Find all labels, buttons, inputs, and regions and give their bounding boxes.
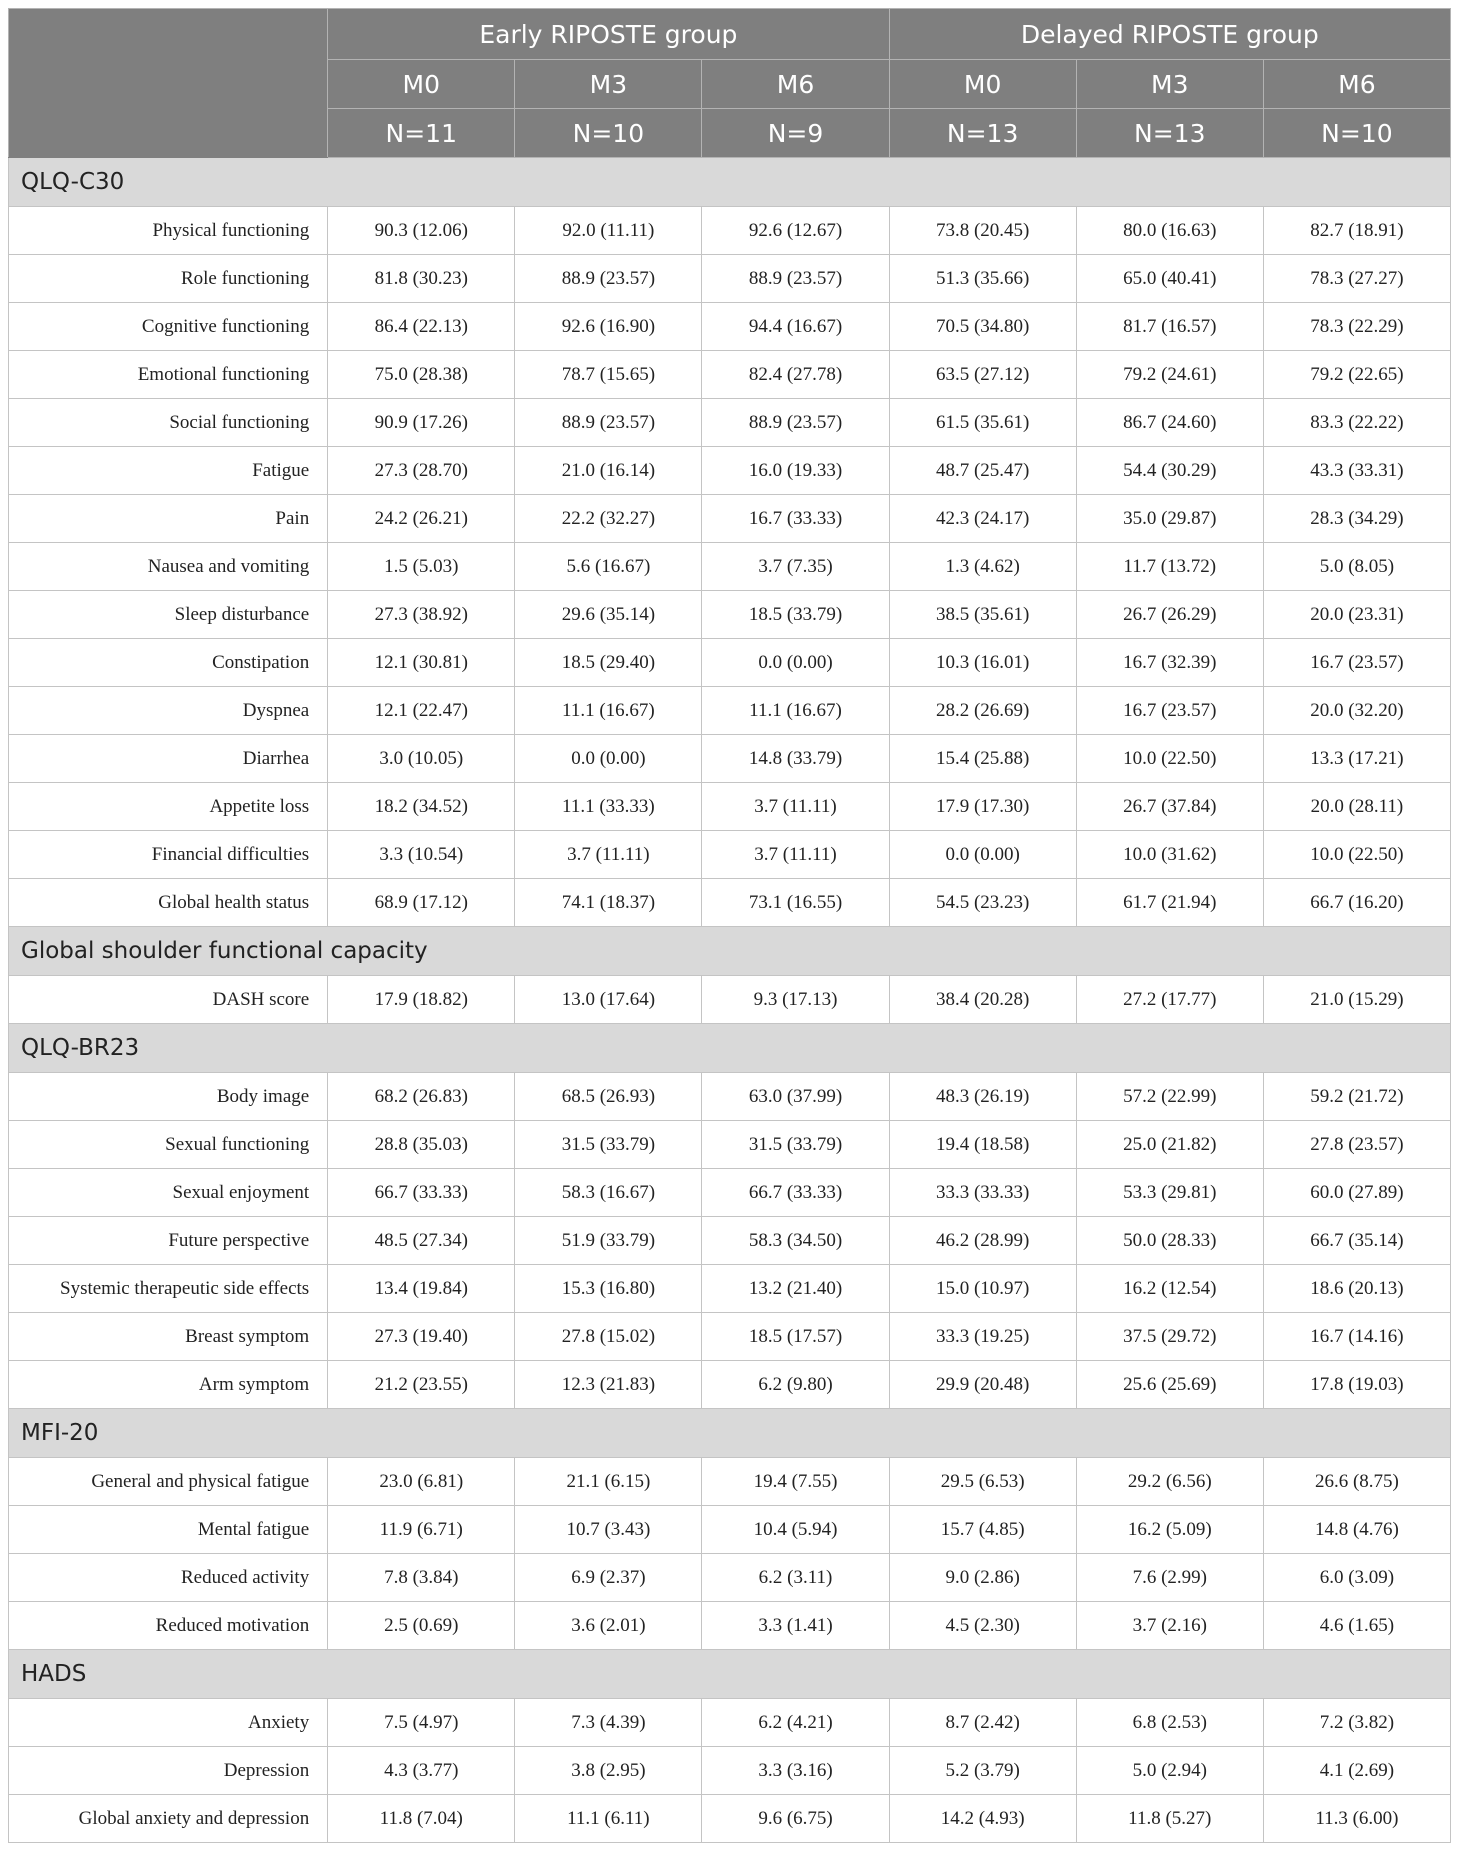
table-header	[9, 9, 1451, 158]
table-row	[9, 351, 1451, 399]
table-body	[9, 158, 1451, 1843]
sample-size-header: N=13	[889, 109, 1076, 158]
table-row	[9, 687, 1451, 735]
table-cell: 57.2 (22.99)	[1076, 1073, 1263, 1121]
table-cell: 7.2 (3.82)	[1263, 1699, 1450, 1747]
table-cell: 60.0 (27.89)	[1263, 1169, 1450, 1217]
table-cell: 31.5 (33.79)	[702, 1121, 889, 1169]
table-cell: 18.5 (29.40)	[515, 639, 702, 687]
table-cell: 21.0 (16.14)	[515, 447, 702, 495]
table-cell: 25.0 (21.82)	[1076, 1121, 1263, 1169]
table-cell: 6.8 (2.53)	[1076, 1699, 1263, 1747]
table-cell: 68.2 (26.83)	[328, 1073, 515, 1121]
table-row	[9, 1458, 1451, 1506]
table-cell: 27.3 (19.40)	[328, 1313, 515, 1361]
timepoint-header: M0	[328, 60, 515, 109]
row-label: Systemic therapeutic side effects	[9, 1265, 328, 1313]
table-cell: 94.4 (16.67)	[702, 303, 889, 351]
table-row	[9, 447, 1451, 495]
table-cell: 21.0 (15.29)	[1263, 976, 1450, 1024]
row-label: Emotional functioning	[9, 351, 328, 399]
row-label: DASH score	[9, 976, 328, 1024]
table-cell: 54.4 (30.29)	[1076, 447, 1263, 495]
table-cell: 27.3 (38.92)	[328, 591, 515, 639]
table-row	[9, 783, 1451, 831]
table-cell: 13.2 (21.40)	[702, 1265, 889, 1313]
table-cell: 16.0 (19.33)	[702, 447, 889, 495]
table-cell: 66.7 (33.33)	[702, 1169, 889, 1217]
table-cell: 63.5 (27.12)	[889, 351, 1076, 399]
table-cell: 24.2 (26.21)	[328, 495, 515, 543]
table-cell: 26.7 (37.84)	[1076, 783, 1263, 831]
table-cell: 11.8 (5.27)	[1076, 1795, 1263, 1843]
section-title: HADS	[9, 1650, 1451, 1699]
table-cell: 9.6 (6.75)	[702, 1795, 889, 1843]
table-cell: 7.8 (3.84)	[328, 1554, 515, 1602]
table-cell: 43.3 (33.31)	[1263, 447, 1450, 495]
table-cell: 0.0 (0.00)	[515, 735, 702, 783]
table-cell: 88.9 (23.57)	[702, 399, 889, 447]
table-cell: 33.3 (33.33)	[889, 1169, 1076, 1217]
table-cell: 28.2 (26.69)	[889, 687, 1076, 735]
table-cell: 27.2 (17.77)	[1076, 976, 1263, 1024]
table-cell: 10.0 (31.62)	[1076, 831, 1263, 879]
table-cell: 9.3 (17.13)	[702, 976, 889, 1024]
table-cell: 3.0 (10.05)	[328, 735, 515, 783]
table-cell: 19.4 (18.58)	[889, 1121, 1076, 1169]
table-cell: 90.3 (12.06)	[328, 207, 515, 255]
table-cell: 79.2 (22.65)	[1263, 351, 1450, 399]
table-cell: 0.0 (0.00)	[702, 639, 889, 687]
table-cell: 10.4 (5.94)	[702, 1506, 889, 1554]
row-label: Appetite loss	[9, 783, 328, 831]
table-row	[9, 255, 1451, 303]
table-cell: 70.5 (34.80)	[889, 303, 1076, 351]
timepoint-header: M3	[1076, 60, 1263, 109]
table-cell: 58.3 (34.50)	[702, 1217, 889, 1265]
table-cell: 12.3 (21.83)	[515, 1361, 702, 1409]
table-cell: 13.3 (17.21)	[1263, 735, 1450, 783]
table-cell: 27.3 (28.70)	[328, 447, 515, 495]
table-cell: 86.4 (22.13)	[328, 303, 515, 351]
timepoint-header: M0	[889, 60, 1076, 109]
table-cell: 48.5 (27.34)	[328, 1217, 515, 1265]
table-cell: 88.9 (23.57)	[515, 255, 702, 303]
table-cell: 3.3 (10.54)	[328, 831, 515, 879]
table-row	[9, 1795, 1451, 1843]
table-row	[9, 1169, 1451, 1217]
sample-size-header: N=13	[1076, 109, 1263, 158]
table-cell: 10.7 (3.43)	[515, 1506, 702, 1554]
row-label: Fatigue	[9, 447, 328, 495]
row-label: Social functioning	[9, 399, 328, 447]
table-cell: 79.2 (24.61)	[1076, 351, 1263, 399]
table-cell: 3.7 (2.16)	[1076, 1602, 1263, 1650]
table-row	[9, 1313, 1451, 1361]
table-cell: 0.0 (0.00)	[889, 831, 1076, 879]
row-label: Anxiety	[9, 1699, 328, 1747]
table-cell: 66.7 (33.33)	[328, 1169, 515, 1217]
table-cell: 63.0 (37.99)	[702, 1073, 889, 1121]
section-title: MFI-20	[9, 1409, 1451, 1458]
table-cell: 3.3 (3.16)	[702, 1747, 889, 1795]
table-row	[9, 399, 1451, 447]
table-row	[9, 1747, 1451, 1795]
table-cell: 51.9 (33.79)	[515, 1217, 702, 1265]
row-label: Diarrhea	[9, 735, 328, 783]
table-cell: 18.5 (17.57)	[702, 1313, 889, 1361]
row-label: Role functioning	[9, 255, 328, 303]
sample-size-header: N=11	[328, 109, 515, 158]
table-cell: 75.0 (28.38)	[328, 351, 515, 399]
table-cell: 74.1 (18.37)	[515, 879, 702, 927]
table-cell: 26.6 (8.75)	[1263, 1458, 1450, 1506]
table-cell: 2.5 (0.69)	[328, 1602, 515, 1650]
table-cell: 22.2 (32.27)	[515, 495, 702, 543]
section-header-row	[9, 1409, 1451, 1458]
table-cell: 5.6 (16.67)	[515, 543, 702, 591]
table-row	[9, 1699, 1451, 1747]
table-cell: 38.4 (20.28)	[889, 976, 1076, 1024]
table-cell: 28.8 (35.03)	[328, 1121, 515, 1169]
table-cell: 78.3 (22.29)	[1263, 303, 1450, 351]
table-cell: 16.7 (14.16)	[1263, 1313, 1450, 1361]
table-row	[9, 1073, 1451, 1121]
results-table	[8, 8, 1451, 1843]
row-label: Pain	[9, 495, 328, 543]
table-cell: 37.5 (29.72)	[1076, 1313, 1263, 1361]
table-cell: 20.0 (28.11)	[1263, 783, 1450, 831]
section-title: Global shoulder functional capacity	[9, 927, 1451, 976]
timepoint-header: M6	[1263, 60, 1450, 109]
table-cell: 16.7 (33.33)	[702, 495, 889, 543]
timepoint-header: M3	[515, 60, 702, 109]
section-title: QLQ-C30	[9, 158, 1451, 207]
header-corner	[9, 9, 328, 158]
table-row	[9, 1602, 1451, 1650]
table-cell: 16.7 (23.57)	[1076, 687, 1263, 735]
table-cell: 92.6 (16.90)	[515, 303, 702, 351]
table-row	[9, 1361, 1451, 1409]
row-label: Sexual functioning	[9, 1121, 328, 1169]
table-cell: 4.5 (2.30)	[889, 1602, 1076, 1650]
table-cell: 23.0 (6.81)	[328, 1458, 515, 1506]
table-cell: 92.6 (12.67)	[702, 207, 889, 255]
table-cell: 68.9 (17.12)	[328, 879, 515, 927]
group-header-early: Early RIPOSTE group	[328, 9, 889, 60]
table-cell: 20.0 (23.31)	[1263, 591, 1450, 639]
table-cell: 3.3 (1.41)	[702, 1602, 889, 1650]
table-cell: 11.9 (6.71)	[328, 1506, 515, 1554]
table-cell: 13.0 (17.64)	[515, 976, 702, 1024]
table-cell: 61.5 (35.61)	[889, 399, 1076, 447]
table-cell: 16.2 (12.54)	[1076, 1265, 1263, 1313]
row-label: Cognitive functioning	[9, 303, 328, 351]
row-label: Reduced activity	[9, 1554, 328, 1602]
table-cell: 35.0 (29.87)	[1076, 495, 1263, 543]
table-cell: 6.2 (3.11)	[702, 1554, 889, 1602]
table-cell: 46.2 (28.99)	[889, 1217, 1076, 1265]
table-cell: 3.7 (7.35)	[702, 543, 889, 591]
sample-size-header: N=9	[702, 109, 889, 158]
table-cell: 27.8 (15.02)	[515, 1313, 702, 1361]
row-label: Depression	[9, 1747, 328, 1795]
table-cell: 18.2 (34.52)	[328, 783, 515, 831]
table-cell: 86.7 (24.60)	[1076, 399, 1263, 447]
row-label: Constipation	[9, 639, 328, 687]
table-cell: 3.8 (2.95)	[515, 1747, 702, 1795]
table-cell: 11.1 (16.67)	[515, 687, 702, 735]
table-cell: 11.8 (7.04)	[328, 1795, 515, 1843]
table-cell: 16.7 (23.57)	[1263, 639, 1450, 687]
table-cell: 5.0 (2.94)	[1076, 1747, 1263, 1795]
table-cell: 27.8 (23.57)	[1263, 1121, 1450, 1169]
table-cell: 54.5 (23.23)	[889, 879, 1076, 927]
table-cell: 88.9 (23.57)	[515, 399, 702, 447]
table-cell: 58.3 (16.67)	[515, 1169, 702, 1217]
row-label: Breast symptom	[9, 1313, 328, 1361]
group-header-delayed: Delayed RIPOSTE group	[889, 9, 1450, 60]
row-label: Global anxiety and depression	[9, 1795, 328, 1843]
table-cell: 20.0 (32.20)	[1263, 687, 1450, 735]
table-cell: 14.8 (4.76)	[1263, 1506, 1450, 1554]
table-cell: 73.1 (16.55)	[702, 879, 889, 927]
table-cell: 68.5 (26.93)	[515, 1073, 702, 1121]
table-cell: 42.3 (24.17)	[889, 495, 1076, 543]
table-cell: 78.3 (27.27)	[1263, 255, 1450, 303]
table-cell: 50.0 (28.33)	[1076, 1217, 1263, 1265]
table-cell: 17.9 (18.82)	[328, 976, 515, 1024]
table-cell: 10.0 (22.50)	[1263, 831, 1450, 879]
section-header-row	[9, 1650, 1451, 1699]
row-label: Financial difficulties	[9, 831, 328, 879]
table-cell: 78.7 (15.65)	[515, 351, 702, 399]
table-cell: 6.0 (3.09)	[1263, 1554, 1450, 1602]
row-label: General and physical fatigue	[9, 1458, 328, 1506]
table-cell: 29.6 (35.14)	[515, 591, 702, 639]
table-cell: 3.7 (11.11)	[702, 831, 889, 879]
table-cell: 31.5 (33.79)	[515, 1121, 702, 1169]
row-label: Body image	[9, 1073, 328, 1121]
row-label: Reduced motivation	[9, 1602, 328, 1650]
table-cell: 48.7 (25.47)	[889, 447, 1076, 495]
table-cell: 4.3 (3.77)	[328, 1747, 515, 1795]
row-label: Mental fatigue	[9, 1506, 328, 1554]
table-row	[9, 976, 1451, 1024]
table-row	[9, 879, 1451, 927]
table-row	[9, 831, 1451, 879]
table-cell: 14.2 (4.93)	[889, 1795, 1076, 1843]
row-label: Global health status	[9, 879, 328, 927]
table-cell: 66.7 (35.14)	[1263, 1217, 1450, 1265]
table-cell: 83.3 (22.22)	[1263, 399, 1450, 447]
table-row	[9, 543, 1451, 591]
table-cell: 3.6 (2.01)	[515, 1602, 702, 1650]
section-header-row	[9, 927, 1451, 976]
table-row	[9, 303, 1451, 351]
table-cell: 15.7 (4.85)	[889, 1506, 1076, 1554]
table-row	[9, 1121, 1451, 1169]
table-cell: 5.0 (8.05)	[1263, 543, 1450, 591]
table-cell: 65.0 (40.41)	[1076, 255, 1263, 303]
table-cell: 11.1 (6.11)	[515, 1795, 702, 1843]
table-cell: 29.5 (6.53)	[889, 1458, 1076, 1506]
row-label: Arm symptom	[9, 1361, 328, 1409]
row-label: Nausea and vomiting	[9, 543, 328, 591]
table-cell: 26.7 (26.29)	[1076, 591, 1263, 639]
table-row	[9, 735, 1451, 783]
table-cell: 4.1 (2.69)	[1263, 1747, 1450, 1795]
table-cell: 3.7 (11.11)	[702, 783, 889, 831]
table-cell: 11.1 (16.67)	[702, 687, 889, 735]
table-cell: 15.3 (16.80)	[515, 1265, 702, 1313]
table-cell: 48.3 (26.19)	[889, 1073, 1076, 1121]
table-cell: 15.4 (25.88)	[889, 735, 1076, 783]
table-cell: 1.3 (4.62)	[889, 543, 1076, 591]
table-cell: 73.8 (20.45)	[889, 207, 1076, 255]
table-cell: 10.0 (22.50)	[1076, 735, 1263, 783]
table-cell: 92.0 (11.11)	[515, 207, 702, 255]
table-row	[9, 1217, 1451, 1265]
row-label: Sleep disturbance	[9, 591, 328, 639]
table-cell: 12.1 (30.81)	[328, 639, 515, 687]
section-header-row	[9, 1024, 1451, 1073]
table-row	[9, 1506, 1451, 1554]
table-cell: 11.7 (13.72)	[1076, 543, 1263, 591]
table-row	[9, 591, 1451, 639]
table-cell: 28.3 (34.29)	[1263, 495, 1450, 543]
table-cell: 88.9 (23.57)	[702, 255, 889, 303]
table-cell: 6.9 (2.37)	[515, 1554, 702, 1602]
table-cell: 81.7 (16.57)	[1076, 303, 1263, 351]
table-cell: 33.3 (19.25)	[889, 1313, 1076, 1361]
table-cell: 12.1 (22.47)	[328, 687, 515, 735]
table-cell: 16.7 (32.39)	[1076, 639, 1263, 687]
table-cell: 14.8 (33.79)	[702, 735, 889, 783]
table-cell: 21.1 (6.15)	[515, 1458, 702, 1506]
table-cell: 11.3 (6.00)	[1263, 1795, 1450, 1843]
table-cell: 7.5 (4.97)	[328, 1699, 515, 1747]
row-label: Dyspnea	[9, 687, 328, 735]
timepoint-header: M6	[702, 60, 889, 109]
table-cell: 3.7 (11.11)	[515, 831, 702, 879]
table-cell: 25.6 (25.69)	[1076, 1361, 1263, 1409]
table-cell: 1.5 (5.03)	[328, 543, 515, 591]
table-cell: 6.2 (9.80)	[702, 1361, 889, 1409]
table-cell: 7.3 (4.39)	[515, 1699, 702, 1747]
table-cell: 21.2 (23.55)	[328, 1361, 515, 1409]
table-cell: 7.6 (2.99)	[1076, 1554, 1263, 1602]
table-row	[9, 1554, 1451, 1602]
table-cell: 18.5 (33.79)	[702, 591, 889, 639]
table-cell: 10.3 (16.01)	[889, 639, 1076, 687]
section-header-row	[9, 158, 1451, 207]
table-cell: 29.9 (20.48)	[889, 1361, 1076, 1409]
row-label: Future perspective	[9, 1217, 328, 1265]
table-cell: 81.8 (30.23)	[328, 255, 515, 303]
table-cell: 53.3 (29.81)	[1076, 1169, 1263, 1217]
table-cell: 15.0 (10.97)	[889, 1265, 1076, 1313]
table-cell: 38.5 (35.61)	[889, 591, 1076, 639]
row-label: Physical functioning	[9, 207, 328, 255]
table-cell: 51.3 (35.66)	[889, 255, 1076, 303]
table-cell: 17.8 (19.03)	[1263, 1361, 1450, 1409]
table-cell: 16.2 (5.09)	[1076, 1506, 1263, 1554]
table-cell: 29.2 (6.56)	[1076, 1458, 1263, 1506]
table-cell: 19.4 (7.55)	[702, 1458, 889, 1506]
table-cell: 11.1 (33.33)	[515, 783, 702, 831]
table-cell: 13.4 (19.84)	[328, 1265, 515, 1313]
sample-size-header: N=10	[515, 109, 702, 158]
table-cell: 9.0 (2.86)	[889, 1554, 1076, 1602]
section-title: QLQ-BR23	[9, 1024, 1451, 1073]
table-cell: 80.0 (16.63)	[1076, 207, 1263, 255]
table-row	[9, 207, 1451, 255]
table-row	[9, 1265, 1451, 1313]
table-cell: 6.2 (4.21)	[702, 1699, 889, 1747]
table-cell: 82.4 (27.78)	[702, 351, 889, 399]
row-label: Sexual enjoyment	[9, 1169, 328, 1217]
table-row	[9, 639, 1451, 687]
table-cell: 90.9 (17.26)	[328, 399, 515, 447]
table-row	[9, 495, 1451, 543]
table-cell: 82.7 (18.91)	[1263, 207, 1450, 255]
table-cell: 66.7 (16.20)	[1263, 879, 1450, 927]
table-cell: 5.2 (3.79)	[889, 1747, 1076, 1795]
table-cell: 18.6 (20.13)	[1263, 1265, 1450, 1313]
table-cell: 4.6 (1.65)	[1263, 1602, 1450, 1650]
table-cell: 17.9 (17.30)	[889, 783, 1076, 831]
table-cell: 61.7 (21.94)	[1076, 879, 1263, 927]
table-cell: 8.7 (2.42)	[889, 1699, 1076, 1747]
sample-size-header: N=10	[1263, 109, 1450, 158]
table-cell: 59.2 (21.72)	[1263, 1073, 1450, 1121]
